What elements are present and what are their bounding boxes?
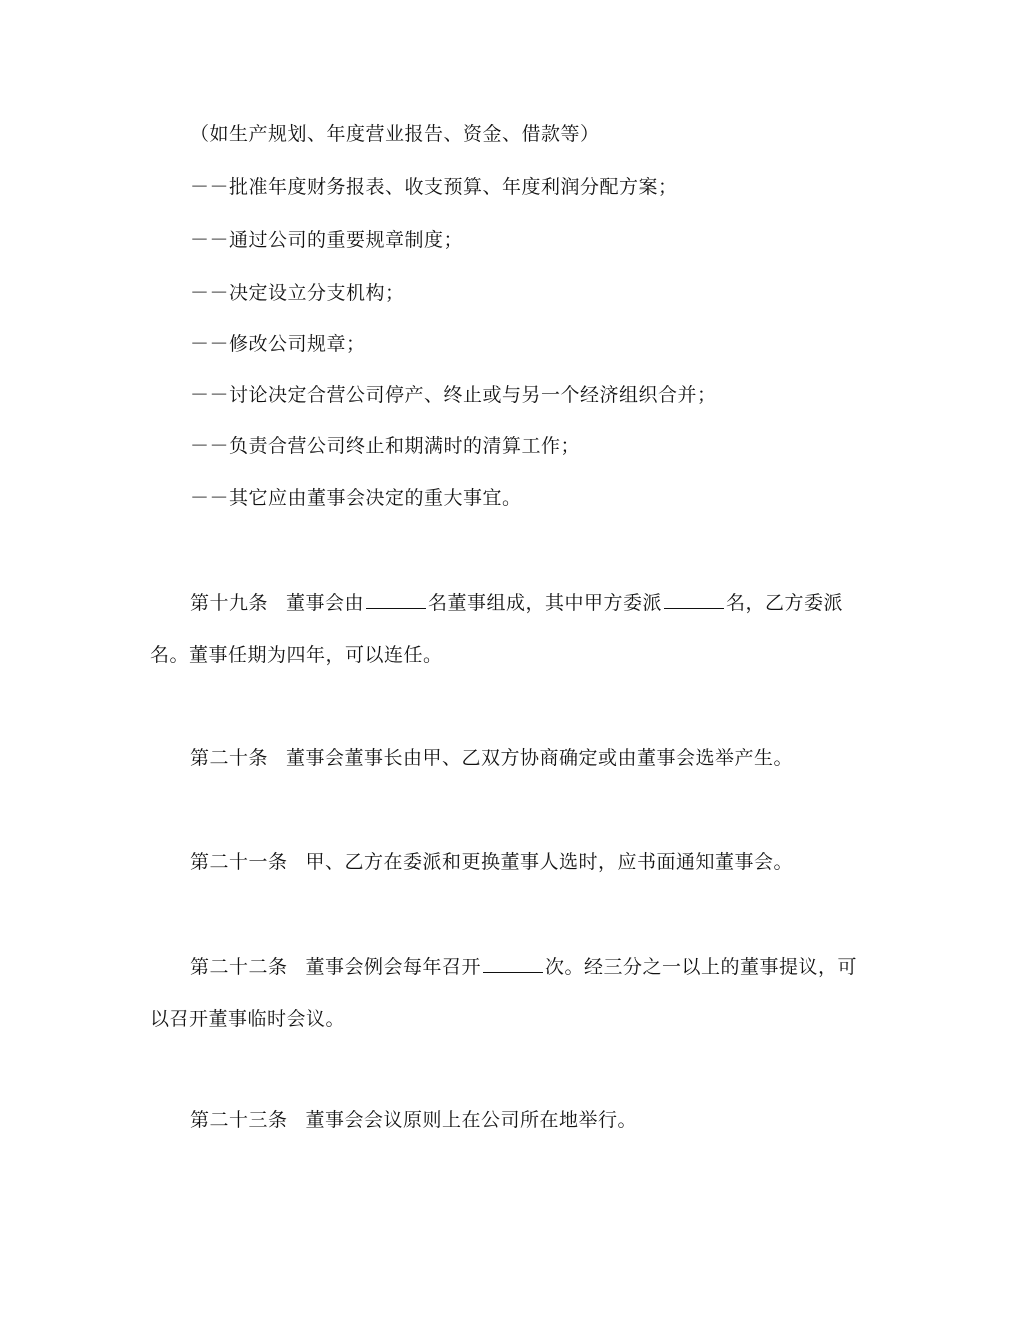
article-23 [190,1108,637,1132]
article-22-line-2: 以召开董事临时会议。 [150,1008,346,1030]
article-19-text-1: 董事会由 [286,592,365,614]
list-item: －－其它应由董事会决定的重大事宜。 [190,487,522,509]
list-item: －－通过公司的重要规章制度； [190,229,464,251]
article-20 [190,746,793,770]
list-item: （如生产规划、年度营业报告、资金、借款等） [190,123,600,145]
list-item: －－批准年度财务报表、收支预算、年度利润分配方案； [190,176,678,198]
article-22-text-1: 董事会例会每年召开 [305,956,482,978]
list-item: －－修改公司规章； [190,333,366,355]
article-20-label: 第二十条 [190,747,269,769]
article-19-line-2: 名。董事任期为四年，可以连任。 [150,644,443,666]
list-item: －－负责合营公司终止和期满时的清算工作； [190,435,581,457]
article-19-text-2: 名董事组成，其中甲方委派 [428,592,663,614]
article-19-label: 第十九条 [190,592,269,614]
article-21 [190,850,793,874]
list-item: －－决定设立分支机构； [190,282,405,304]
article-21-label: 第二十一条 [190,851,288,873]
list-item: －－讨论决定合营公司停产、终止或与另一个经济组织合并； [190,384,717,406]
fill-in-blank [664,590,724,609]
article-19-text-3: 名，乙方委派 [726,592,844,614]
article-22-label: 第二十二条 [190,956,288,978]
article-20-text: 董事会董事长由甲、乙双方协商确定或由董事会选举产生。 [286,747,794,769]
article-22-line-1 [190,954,857,979]
article-21-text: 甲、乙方在委派和更换董事人选时，应书面通知董事会。 [305,851,794,873]
article-19-line-1 [190,590,843,615]
article-23-text: 董事会会议原则上在公司所在地举行。 [305,1109,638,1131]
article-22-text-2: 次。经三分之一以上的董事提议，可 [545,956,858,978]
fill-in-blank [483,954,543,973]
article-23-label: 第二十三条 [190,1109,288,1131]
fill-in-blank [366,590,426,609]
